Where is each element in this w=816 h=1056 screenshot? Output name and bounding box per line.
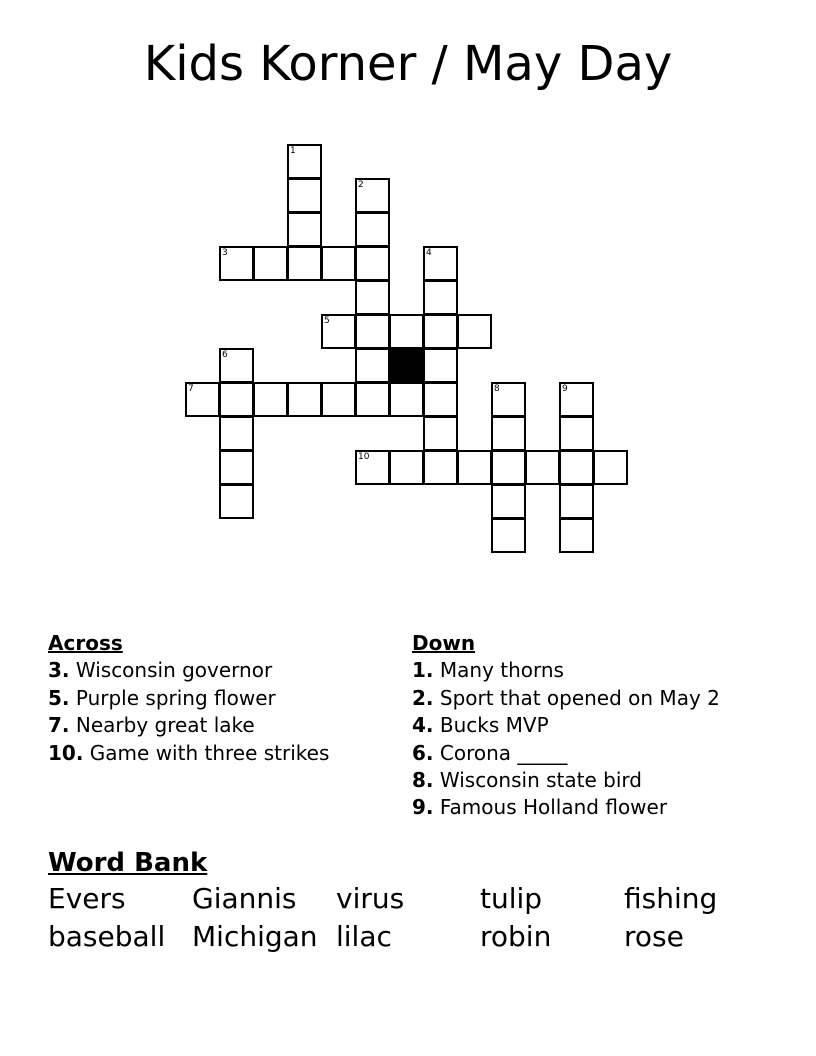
word-bank	[48, 846, 768, 956]
clue-item	[412, 685, 792, 712]
word-bank-title: Word Bank	[48, 848, 208, 878]
clue-item-number: 6.	[412, 740, 434, 765]
grid-cell[interactable]	[423, 246, 458, 281]
word-bank-word: virus	[336, 882, 405, 915]
grid-cell[interactable]	[219, 484, 254, 519]
grid-cell[interactable]	[389, 450, 424, 485]
grid-cell[interactable]	[287, 144, 322, 179]
grid-cell[interactable]	[389, 382, 424, 417]
grid-cell[interactable]	[219, 348, 254, 383]
clue-item-number: 1.	[412, 658, 434, 683]
clue-item	[48, 657, 388, 684]
grid-cell[interactable]	[491, 416, 526, 451]
clue-number: 7	[188, 384, 194, 394]
grid-block-cell	[389, 348, 424, 383]
grid-cell[interactable]	[423, 416, 458, 451]
word-bank-word: Giannis	[192, 882, 297, 915]
grid-cell[interactable]	[593, 450, 628, 485]
down-clue-list	[412, 657, 792, 821]
clue-number: 9	[562, 384, 568, 394]
grid-cell[interactable]	[287, 382, 322, 417]
clue-item-number: 8.	[412, 768, 434, 793]
page-title: Kids Korner / May Day	[143, 36, 673, 92]
grid-cell[interactable]	[219, 416, 254, 451]
clue-item-text: Bucks MVP	[439, 713, 549, 738]
clue-item-number: 4.	[412, 713, 434, 738]
grid-cell[interactable]	[321, 382, 356, 417]
clue-number: 2	[358, 180, 364, 190]
grid-cell[interactable]	[185, 382, 220, 417]
grid-cell[interactable]	[559, 416, 594, 451]
clue-item-number: 10.	[48, 740, 84, 765]
word-bank-word: robin	[480, 920, 552, 953]
word-bank-word: Evers	[48, 882, 126, 915]
clue-item-text: Many thorns	[439, 658, 564, 683]
clue-item	[412, 767, 792, 794]
grid-cell[interactable]	[219, 382, 254, 417]
grid-cell[interactable]	[355, 450, 390, 485]
grid-cell[interactable]	[355, 246, 390, 281]
grid-cell[interactable]	[253, 382, 288, 417]
grid-cell[interactable]	[219, 450, 254, 485]
word-bank-word: lilac	[336, 920, 392, 953]
grid-cell[interactable]	[287, 246, 322, 281]
clue-item	[412, 712, 792, 739]
grid-cell[interactable]	[219, 246, 254, 281]
down-clues	[412, 630, 792, 822]
grid-cell[interactable]	[457, 450, 492, 485]
grid-cell[interactable]	[423, 382, 458, 417]
word-bank-word: fishing	[624, 882, 718, 915]
grid-cell[interactable]	[457, 314, 492, 349]
clue-item-number: 3.	[48, 658, 70, 683]
clue-number: 4	[426, 248, 432, 258]
grid-cell[interactable]	[491, 450, 526, 485]
grid-cell[interactable]	[389, 314, 424, 349]
grid-cell[interactable]	[525, 450, 560, 485]
grid-cell[interactable]	[355, 348, 390, 383]
grid-cell[interactable]	[355, 178, 390, 213]
grid-cell[interactable]	[287, 178, 322, 213]
across-clue-list	[48, 657, 388, 767]
down-heading: Down	[412, 631, 476, 655]
clue-item	[48, 712, 388, 739]
grid-cell[interactable]	[355, 280, 390, 315]
clue-item	[48, 740, 388, 767]
clue-number: 8	[494, 384, 500, 394]
clue-item-text: Game with three strikes	[89, 740, 330, 765]
grid-cell[interactable]	[321, 246, 356, 281]
clue-item-number: 5.	[48, 685, 70, 710]
grid-cell[interactable]	[321, 314, 356, 349]
grid-cell[interactable]	[491, 518, 526, 553]
word-bank-word: Michigan	[192, 920, 318, 953]
grid-cell[interactable]	[423, 280, 458, 315]
grid-cell[interactable]	[423, 348, 458, 383]
grid-cell[interactable]	[253, 246, 288, 281]
grid-cell[interactable]	[559, 518, 594, 553]
clue-number: 1	[290, 146, 296, 156]
clue-item-text: Corona _____	[439, 740, 568, 765]
across-heading: Across	[48, 631, 123, 655]
word-bank-word: rose	[624, 920, 684, 953]
clue-item	[412, 740, 792, 767]
clue-item-number: 2.	[412, 685, 434, 710]
grid-cell[interactable]	[559, 484, 594, 519]
clue-item	[412, 794, 792, 821]
clue-number: 6	[222, 350, 228, 360]
clue-number: 3	[222, 248, 228, 258]
word-bank-word: tulip	[480, 882, 543, 915]
clue-item-text: Purple spring flower	[75, 685, 276, 710]
grid-cell[interactable]	[423, 450, 458, 485]
grid-cell[interactable]	[559, 382, 594, 417]
grid-cell[interactable]	[559, 450, 594, 485]
clue-item-text: Wisconsin state bird	[439, 768, 642, 793]
clue-item	[412, 657, 792, 684]
clue-number: 10	[358, 452, 370, 462]
across-clues	[48, 630, 388, 767]
clue-item-number: 7.	[48, 713, 70, 738]
clue-item-number: 9.	[412, 795, 434, 820]
grid-cell[interactable]	[287, 212, 322, 247]
grid-cell[interactable]	[355, 382, 390, 417]
clue-item-text: Nearby great lake	[75, 713, 255, 738]
clue-item-text: Sport that opened on May 2	[439, 685, 720, 710]
clue-item	[48, 685, 388, 712]
grid-cell[interactable]	[355, 212, 390, 247]
clue-item-text: Wisconsin governor	[75, 658, 273, 683]
clue-number: 5	[324, 316, 330, 326]
clue-item-text: Famous Holland flower	[439, 795, 668, 820]
word-bank-list	[48, 880, 768, 956]
word-bank-word: baseball	[48, 920, 166, 953]
grid-cell[interactable]	[491, 382, 526, 417]
grid-cell[interactable]	[491, 484, 526, 519]
grid-cell[interactable]	[355, 314, 390, 349]
grid-cell[interactable]	[423, 314, 458, 349]
